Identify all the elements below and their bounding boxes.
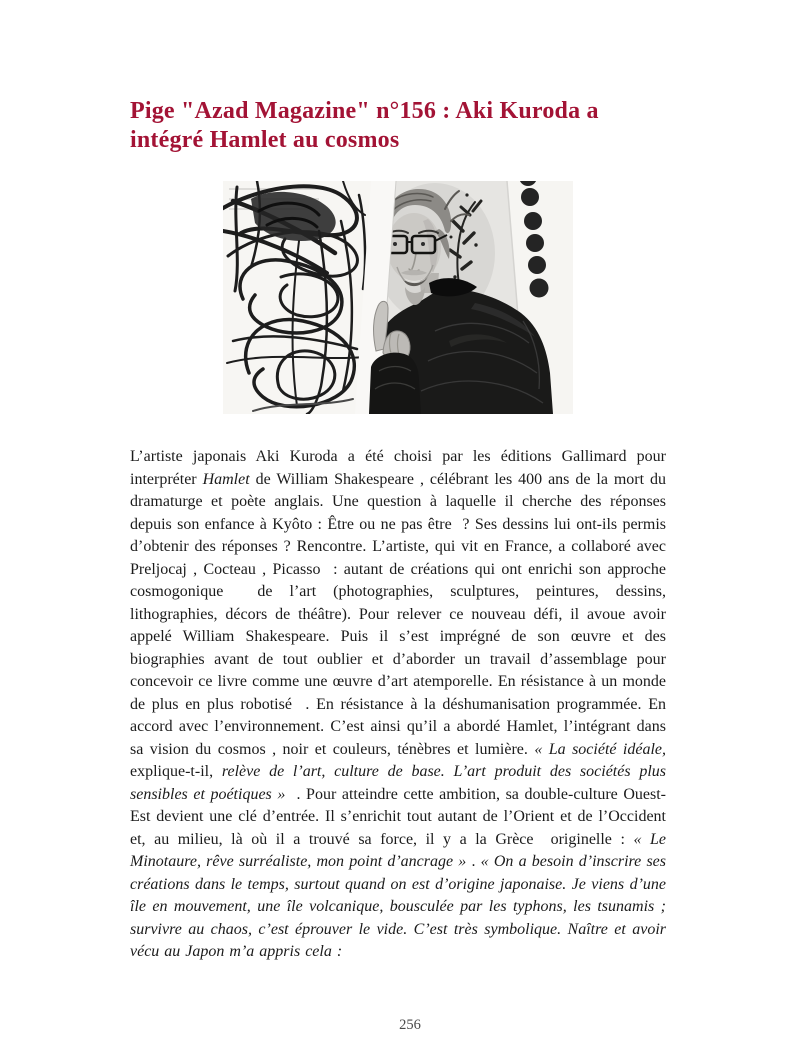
article-text-segment: explique-t-il, xyxy=(130,763,222,780)
article-title-line-2: intégré Hamlet au cosmos xyxy=(130,127,400,153)
article-text-segment-italic: Hamlet xyxy=(202,470,250,488)
article-text-segment: . xyxy=(466,853,481,870)
article-quote: relève de l’art, culture de base. L’art produit des sociétés plus sensibles et poétiques » xyxy=(130,763,666,803)
article-text-segment: . Pour atteindre cette ambition, sa double-culture Ouest-Est devient une clé d’entrée. Il s’enrichit tout autant de l’Orient et de l’Occident et, au milieu, là où il a trouvé sa force, il y a la Grèce originelle : xyxy=(130,785,666,848)
article-title xyxy=(130,97,675,155)
page-number: 256 xyxy=(399,1017,421,1033)
article-title-line-1: Pige "Azad Magazine" n°156 : Aki Kuroda a xyxy=(130,98,599,124)
article-body xyxy=(130,446,666,964)
article-quote: « On a besoin d’inscrire ses créations dans le temps, surtout quand on est d’origine japonaise. Je viens d’une île en mouvement, une île volcanique, bousculée par les typhons, les tsunamis ; survivre au chaos, c’est éprouver le vide. C’est très symbolique. Naître et avoir vécu au Japon m’a appris cela : xyxy=(130,853,667,960)
article-quote: « Le Minotaure, rêve surréaliste, mon point d’ancrage » xyxy=(130,830,666,870)
article-text-segment: de William Shakespeare , célébrant les 400 ans de la mort du dramaturge et poète anglais. Une question à laquelle il cherche des réponses depuis son enfance à Kyôto : Être ou ne pas être ? Ses dessins lui ont-ils permis d’obtenir des réponses ? Rencontre. L’artiste, qui vit en France, a collaboré avec Preljocaj , Cocteau , Picasso : autant de créations qui ont enrichi son approche cosmogonique de l’art (photographies, sculptures, peintures, dessins, lithographies, décors de théâtre). Pour relever ce nouveau défi, il avoue avoir appelé William Shakespeare. Puis il s’est imprégné de son œuvre et des biographies avant de tout oublier et d’aborder un travail d’assemblage pour concevoir ce livre comme une œuvre d’art atemporelle. En résistance à un monde de plus en plus robotisé . En résistance à la déshumanisation programmée. En accord avec l’environnement. C’est ainsi qu’il a abordé Hamlet, l’intégrant dans sa vision du cosmos , noir et couleurs, ténèbres et lumière. xyxy=(130,470,667,758)
article-photo xyxy=(223,181,573,414)
photo-illustration xyxy=(223,181,573,414)
article-text-segment: L’artiste japonais Aki Kuroda a été choisi par les éditions Gallimard pour interpréter xyxy=(130,448,666,488)
article-quote: « La société idéale, xyxy=(534,740,667,758)
